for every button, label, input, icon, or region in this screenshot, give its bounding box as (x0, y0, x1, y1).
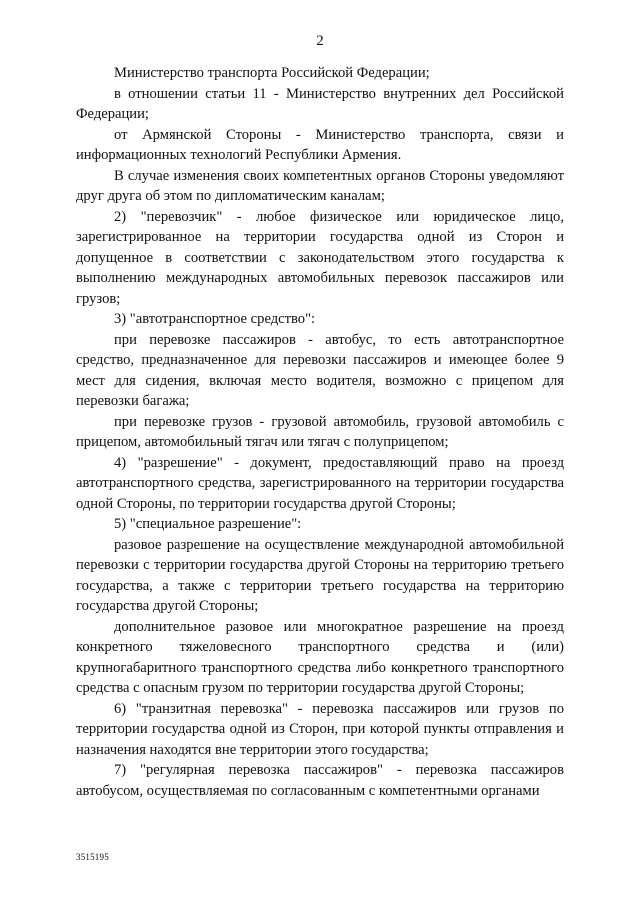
paragraph: В случае изменения своих компетентных органов Стороны уведомляют друг друга об этом по дипломатическим каналам; (76, 167, 564, 204)
paragraph: разовое разрешение на осуществление международной автомобильной перевозки с территории государства другой Стороны на территорию третьего государства, а также с территории третьего государства на территорию государства другой Стороны; (76, 536, 564, 614)
paragraph: 7) "регулярная перевозка пассажиров" - перевозка пассажиров автобусом, осуществляемая по согласованным с компетентными органами (76, 762, 564, 799)
paragraph: дополнительное разовое или многократное разрешение на проезд конкретного тяжеловесного транспортного средства и (или) крупногабаритного транспортного средства либо конкретного транспортного средства с опасным грузом по территории государства другой Стороны; (76, 618, 564, 696)
paragraph: 2) "перевозчик" - любое физическое или юридическое лицо, зарегистрированное на территории государства одной из Сторон и допущенное в соответствии с законодательством этого государства к выполнению международных автомобильных перевозок пассажиров или грузов; (76, 208, 564, 307)
paragraph: 5) "специальное разрешение": (114, 516, 302, 532)
paragraph: 3) "автотранспортное средство": (114, 311, 316, 327)
document-body (76, 63, 564, 801)
document-id: 3515195 (76, 852, 109, 862)
paragraph: при перевозке грузов - грузовой автомобиль, грузовой автомобиль с прицепом, автомобильный тягач или тягач с полуприцепом; (76, 413, 564, 450)
paragraph: Министерство транспорта Российской Федерации; (114, 65, 430, 81)
page-number: 2 (316, 33, 324, 49)
paragraph: при перевозке пассажиров - автобус, то есть автотранспортное средство, предназначенное для перевозки пассажиров и имеющее более 9 мест для сидения, включая место водителя, возможно с прицепом для перевозки багажа; (76, 331, 564, 409)
paragraph: 6) "транзитная перевозка" - перевозка пассажиров или грузов по территории государства одной из Сторон, при которой пункты отправления и назначения находятся вне территории этого государства; (76, 700, 564, 758)
paragraph: от Армянской Стороны - Министерство транспорта, связи и информационных технологий Республики Армения. (76, 126, 564, 163)
paragraph: 4) "разрешение" - документ, предоставляющий право на проезд автотранспортного средства, зарегистрированного на территории государства одной Стороны, по территории государства другой Стороны; (76, 454, 564, 512)
paragraph: в отношении статьи 11 - Министерство внутренних дел Российской Федерации; (76, 85, 564, 122)
